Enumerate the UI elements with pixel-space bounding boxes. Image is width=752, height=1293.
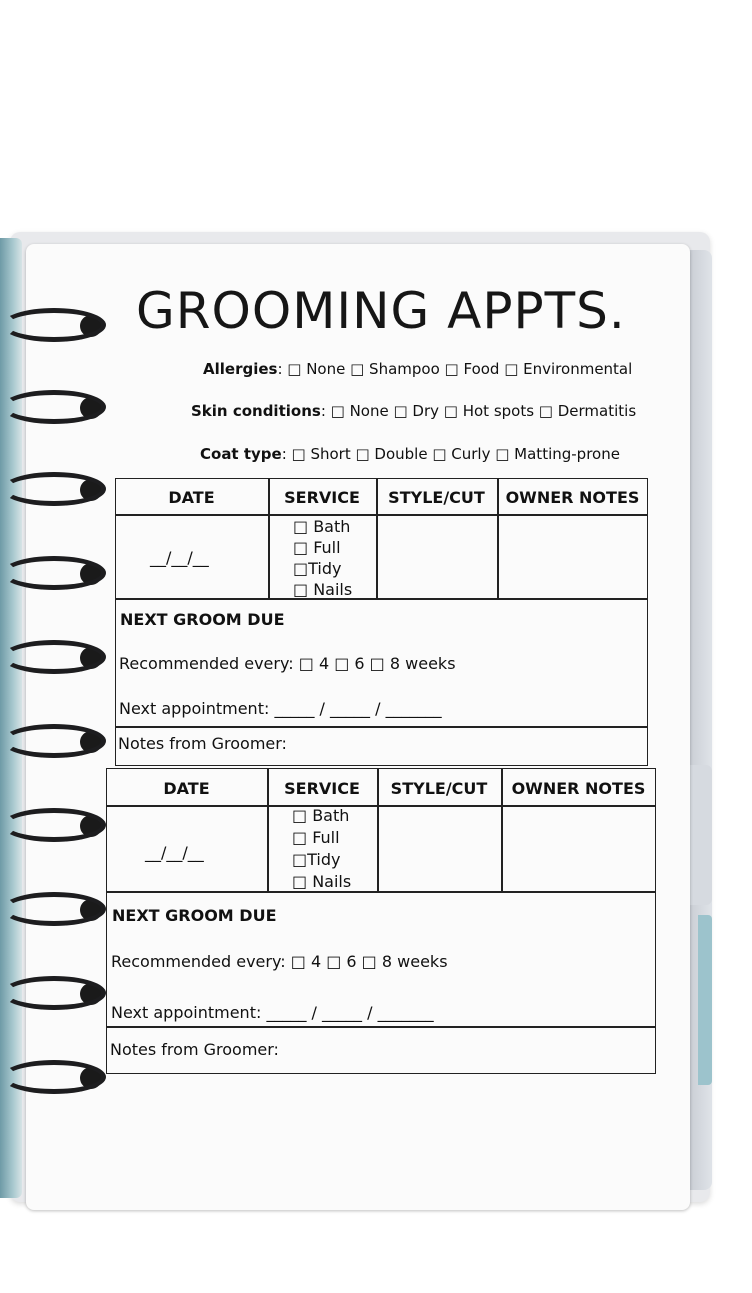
divider-tab xyxy=(690,765,712,905)
cover-edge-left xyxy=(0,238,22,1198)
coat-options: : □ Short □ Double □ Curly □ Matting-prone xyxy=(281,445,620,463)
column-service-2: SERVICE xyxy=(284,779,360,798)
skin-label: Skin conditions xyxy=(191,402,321,420)
service-options-2 xyxy=(292,805,351,893)
column-owner-notes: OWNER NOTES xyxy=(505,488,640,507)
coat-label: Coat type xyxy=(200,445,282,463)
column-owner-notes-2: OWNER NOTES xyxy=(511,779,646,798)
service-tidy[interactable]: □Tidy xyxy=(293,559,342,578)
service-full[interactable]: □ Full xyxy=(292,828,340,847)
groomer-notes[interactable]: Notes from Groomer: xyxy=(118,734,287,753)
next-groom-heading-2: NEXT GROOM DUE xyxy=(112,906,277,925)
next-appointment[interactable]: Next appointment: _____ / _____ / _______ xyxy=(119,699,442,718)
service-nails[interactable]: □ Nails xyxy=(292,872,352,891)
service-full[interactable]: □ Full xyxy=(293,538,341,557)
allergies-label: Allergies xyxy=(203,360,278,378)
skin-options: : □ None □ Dry □ Hot spots □ Dermatitis xyxy=(320,402,637,420)
page-title: GROOMING APPTS. xyxy=(136,282,626,340)
service-options xyxy=(293,516,352,600)
column-date: DATE xyxy=(168,488,215,507)
date-field-2[interactable]: __/__/__ xyxy=(145,843,204,862)
recommended-every-2[interactable]: Recommended every: □ 4 □ 6 □ 8 weeks xyxy=(111,952,448,971)
next-groom-heading: NEXT GROOM DUE xyxy=(120,610,285,629)
column-date-2: DATE xyxy=(163,779,210,798)
service-nails[interactable]: □ Nails xyxy=(293,580,353,599)
coat-type-line xyxy=(200,445,620,463)
column-service: SERVICE xyxy=(284,488,360,507)
service-bath[interactable]: □ Bath xyxy=(292,806,350,825)
allergies-line xyxy=(203,360,632,378)
date-field[interactable]: __/__/__ xyxy=(150,548,209,567)
service-tidy[interactable]: □Tidy xyxy=(292,850,341,869)
skin-conditions-line xyxy=(191,402,636,420)
column-style-cut: STYLE/CUT xyxy=(388,488,485,507)
divider-tab-blue xyxy=(698,915,712,1085)
next-appointment-2[interactable]: Next appointment: _____ / _____ / _______ xyxy=(111,1003,434,1022)
column-style-cut-2: STYLE/CUT xyxy=(390,779,488,798)
service-bath[interactable]: □ Bath xyxy=(293,517,351,536)
recommended-every[interactable]: Recommended every: □ 4 □ 6 □ 8 weeks xyxy=(119,654,456,673)
allergies-options: : □ None □ Shampoo □ Food □ Environmental xyxy=(277,360,633,378)
groomer-notes-2[interactable]: Notes from Groomer: xyxy=(110,1040,279,1059)
